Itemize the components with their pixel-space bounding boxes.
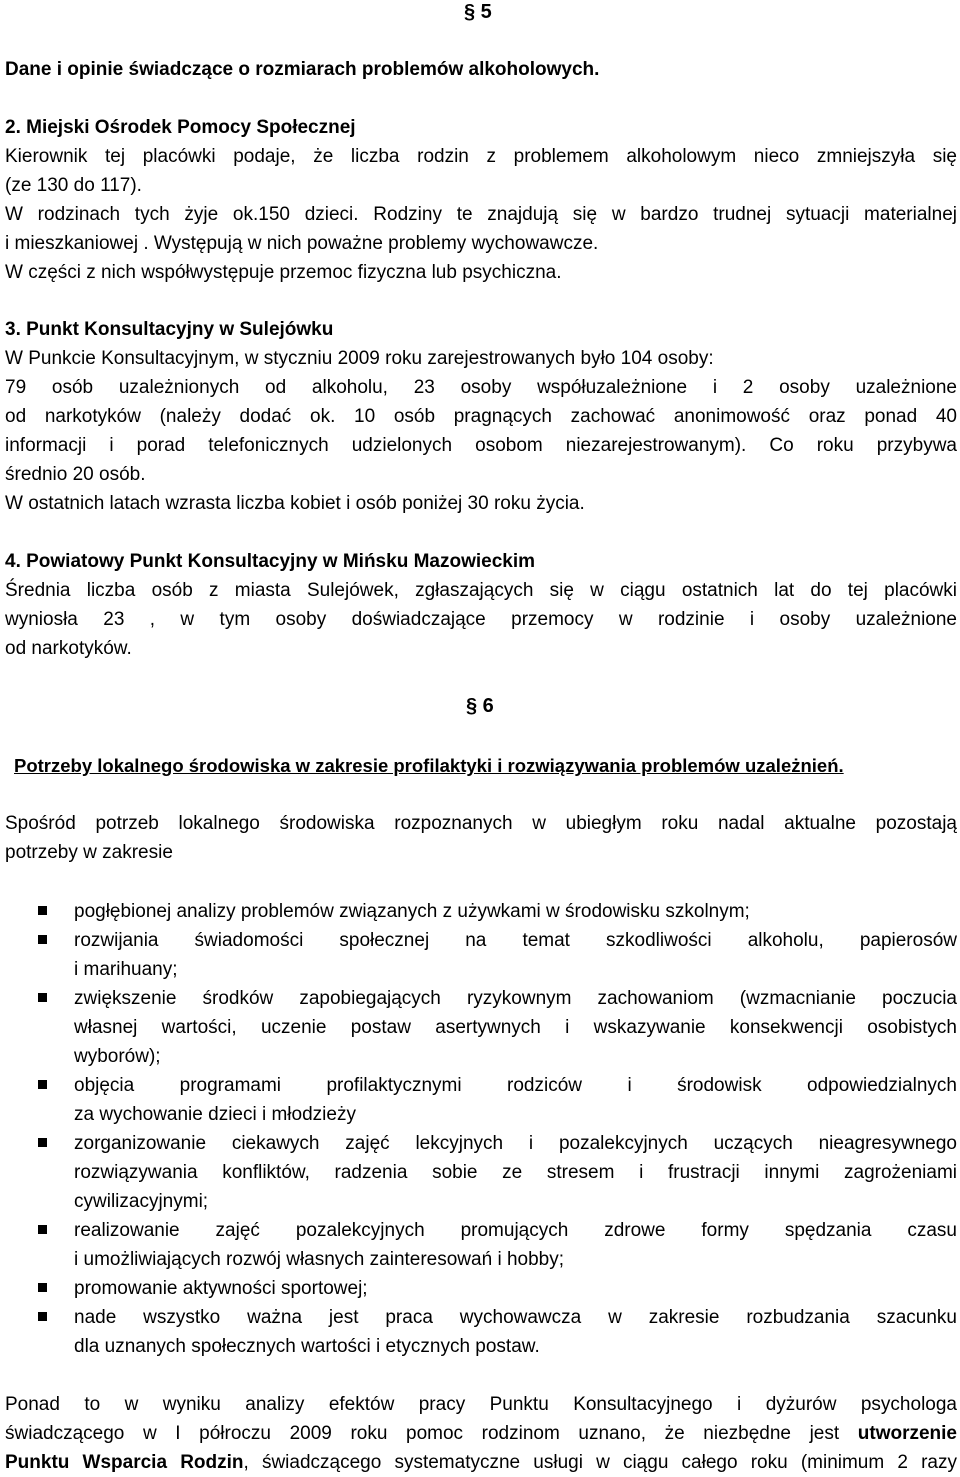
punkt-line-2: 79 osób uzależnionych od alkoholu, 23 osoby współuzależnione i 2 osoby uzależnione — [5, 377, 957, 398]
mops-line-1: Kierownik tej placówki podaje, że liczba rodzin z problemem alkoholowym nieco zmniejszyła się — [5, 146, 957, 167]
square-bullet-icon — [38, 993, 47, 1002]
need-item — [38, 1129, 957, 1216]
closing-line-3-bold: Punktu Wsparcia Rodzin — [5, 1452, 244, 1473]
closing-line-2-bold: utworzenie — [857, 1423, 957, 1444]
closing-line-3 — [5, 1448, 957, 1477]
closing-line-3-text: , świadczącego systematyczne usługi w ciągu całego roku (minimum 2 razy — [243, 1452, 957, 1473]
powiatowy-heading: 4. Powiatowy Punkt Konsultacyjny w Mińsku Mazowieckim — [5, 551, 536, 572]
square-bullet-icon — [38, 1138, 47, 1147]
needs-intro-line-2: potrzeby w zakresie — [5, 842, 173, 863]
need-item — [38, 1216, 957, 1274]
punkt-line-3: od narkotyków (należy dodać ok. 10 osób pragnących zachować anonimowość oraz ponad 40 — [5, 406, 957, 427]
needs-list — [38, 897, 957, 1361]
square-bullet-icon — [38, 1080, 47, 1089]
need-item — [38, 1071, 957, 1129]
punkt-line-5: średnio 20 osób. — [5, 464, 146, 485]
need-item-line: nade wszystko ważna jest praca wychowawcza w zakresie rozbudzania szacunku — [74, 1307, 957, 1328]
mops-line-2: (ze 130 do 117). — [5, 175, 142, 196]
square-bullet-icon — [38, 1225, 47, 1234]
square-bullet-icon — [38, 1312, 47, 1321]
need-item-line: pogłębionej analizy problemów związanych z używkami w środowisku szkolnym; — [74, 901, 750, 922]
closing-line-2 — [5, 1419, 957, 1448]
need-item — [38, 1303, 957, 1361]
section-6-symbol: § 6 — [466, 695, 494, 717]
need-item — [38, 1274, 957, 1303]
need-item — [38, 897, 957, 926]
punkt-line-6: W ostatnich latach wzrasta liczba kobiet i osób poniżej 30 roku życia. — [5, 493, 585, 514]
need-item — [38, 926, 957, 984]
punkt-line-1: W Punkcie Konsultacyjnym, w styczniu 2009 roku zarejestrowanych było 104 osoby: — [5, 348, 714, 369]
square-bullet-icon — [38, 906, 47, 915]
section-6-title: Potrzeby lokalnego środowiska w zakresie profilaktyki i rozwiązywania problemów uzależnień. — [14, 755, 844, 776]
need-item-line: rozwijania świadomości społecznej na temat szkodliwości alkoholu, papierosów — [74, 930, 957, 951]
need-item-line: rozwiązywania konfliktów, radzenia sobie ze stresem i frustracji innymi zagrożeniami — [74, 1162, 957, 1183]
need-item-line: realizowanie zajęć pozalekcyjnych promujących zdrowe formy spędzania czasu — [74, 1220, 957, 1241]
need-item-line: i umożliwiających rozwój własnych zainteresowań i hobby; — [74, 1249, 564, 1270]
need-item-line: zorganizowanie ciekawych zajęć lekcyjnych i pozalekcyjnych uczących nieagresywnego — [74, 1133, 957, 1154]
mops-line-3: W rodzinach tych żyje ok.150 dzieci. Rodziny te znajdują się w bardzo trudnej sytuacji materialnej — [5, 204, 957, 225]
mops-heading: 2. Miejski Ośrodek Pomocy Społecznej — [5, 117, 356, 138]
need-item-line: objęcia programami profilaktycznymi rodziców i środowisk odpowiedzialnych — [74, 1075, 957, 1096]
mops-line-5: W części z nich współwystępuje przemoc fizyczna lub psychiczna. — [5, 262, 562, 283]
closing-line-2-text: świadczącego w I półroczu 2009 roku pomoc rodzinom uznano, że niezbędne jest — [5, 1423, 858, 1444]
powiatowy-line-3: od narkotyków. — [5, 638, 132, 659]
powiatowy-line-1: Średnia liczba osób z miasta Sulejówek, zgłaszających się w ciągu ostatnich lat do tej placówki — [5, 580, 957, 601]
square-bullet-icon — [38, 1283, 47, 1292]
need-item-line: i marihuany; — [74, 959, 178, 980]
closing-line-1: Ponad to w wyniku analizy efektów pracy Punktu Konsultacyjnego i dyżurów psychologa — [5, 1394, 957, 1415]
punkt-line-4: informacji i porad telefonicznych udzielonych osobom niezarejestrowanym). Co roku przybywa — [5, 435, 957, 456]
punkt-heading: 3. Punkt Konsultacyjny w Sulejówku — [5, 319, 334, 340]
section-5-title: Dane i opinie świadczące o rozmiarach problemów alkoholowych. — [5, 59, 600, 80]
mops-line-4: i mieszkaniowej . Występują w nich poważne problemy wychowawcze. — [5, 233, 599, 254]
need-item — [38, 984, 957, 1071]
needs-intro-line-1: Spośród potrzeb lokalnego środowiska rozpoznanych w ubiegłym roku nadal aktualne pozostają — [5, 813, 957, 834]
need-item-line: dla uznanych społecznych wartości i etycznych postaw. — [74, 1336, 540, 1357]
powiatowy-line-2: wyniosła 23 , w tym osoby doświadczające przemocy w rodzinie i osoby uzależnione — [5, 609, 957, 630]
need-item-line: cywilizacyjnymi; — [74, 1191, 209, 1212]
need-item-line: promowanie aktywności sportowej; — [74, 1278, 368, 1299]
square-bullet-icon — [38, 935, 47, 944]
section-5-symbol: § 5 — [464, 1, 492, 23]
need-item-line: za wychowanie dzieci i młodzieży — [74, 1104, 356, 1125]
need-item-line: zwiększenie środków zapobiegających ryzykownym zachowaniom (wzmacnianie poczucia — [74, 988, 957, 1009]
need-item-line: własnej wartości, uczenie postaw asertywnych i wskazywanie konsekwencji osobistych — [74, 1017, 957, 1038]
need-item-line: wyborów); — [74, 1046, 161, 1067]
